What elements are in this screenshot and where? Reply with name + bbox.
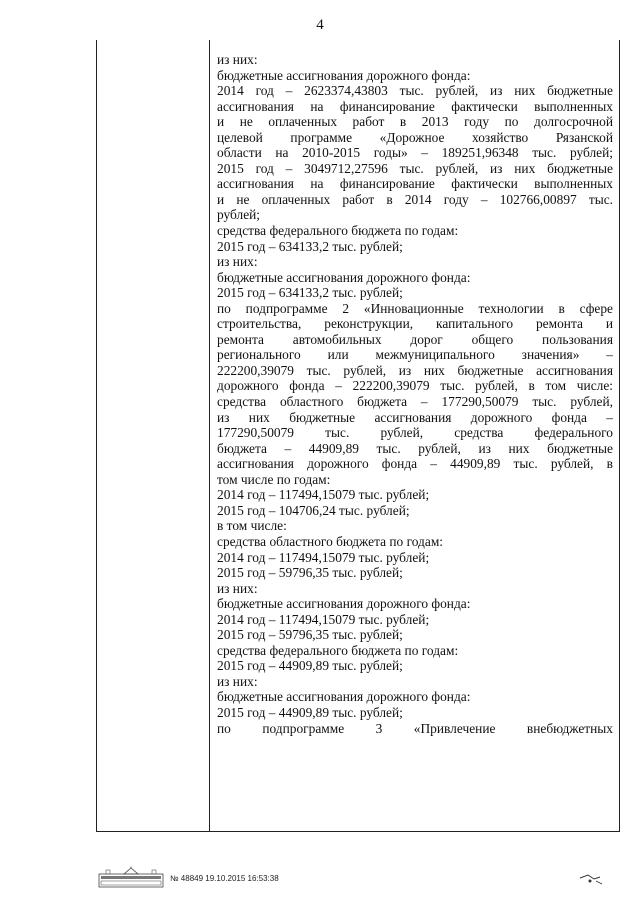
text-line: бюджетные ассигнования дорожного фонда:	[217, 596, 471, 612]
text-line: 2015 год – 44909,89 тыс. рублей;	[217, 704, 403, 720]
text-line: целевой программе «Дорожное хозяйство Рязанской	[217, 129, 613, 145]
text-line: по подпрограмме 3 «Привлечение внебюджетных	[217, 720, 613, 736]
text-line: том числе по годам:	[217, 471, 331, 487]
text-line: бюджетные ассигнования дорожного фонда:	[217, 269, 471, 285]
scan-mark-icon	[578, 872, 604, 886]
text-line: средства федерального бюджета по годам:	[217, 642, 459, 658]
text-line: ремонта автомобильных дорог общего пользования	[217, 331, 613, 347]
text-line: строительства, реконструкции, капитального ремонта и	[217, 316, 613, 332]
text-line: 2015 год – 104706,24 тыс. рублей;	[217, 502, 410, 518]
text-line: 2014 год – 2623374,43803 тыс. рублей, из них бюджетные	[217, 83, 613, 99]
text-line: 2014 год – 117494,15079 тыс. рублей;	[217, 611, 430, 627]
text-line: и не оплаченных работ в 2013 году по долгосрочной	[217, 114, 613, 130]
text-line: из них:	[217, 580, 258, 596]
registry-stamp-icon	[98, 866, 164, 888]
document-table	[96, 40, 620, 832]
text-line: 2015 год – 59796,35 тыс. рублей;	[217, 627, 403, 643]
text-line: ассигнования на финансирование фактически выполненных	[217, 176, 613, 192]
text-line: ассигнования на финансирование фактически выполненных	[217, 98, 613, 114]
text-line: 2015 год – 44909,89 тыс. рублей;	[217, 658, 403, 674]
text-line: из них:	[217, 254, 258, 270]
text-line: 177290,50079 тыс. рублей, средства федерального	[217, 425, 613, 441]
text-line: ассигнования дорожного фонда – 44909,89 тыс. рублей, в	[217, 456, 613, 472]
text-line: из них:	[217, 52, 258, 67]
text-line: регионального или межмуниципального значения» –	[217, 347, 613, 363]
text-line: 2015 год – 634133,2 тыс. рублей;	[217, 238, 403, 254]
text-line: рублей;	[217, 207, 261, 223]
text-line: бюджетные ассигнования дорожного фонда:	[217, 67, 471, 83]
text-line: бюджетные ассигнования дорожного фонда:	[217, 689, 471, 705]
text-line: дорожного фонда – 222200,39079 тыс. рублей, в том числе:	[217, 378, 613, 394]
table-column-divider	[209, 40, 210, 831]
text-line: области на 2010-2015 годы» – 189251,96348 тыс. рублей;	[217, 145, 613, 161]
text-line: средства федерального бюджета по годам:	[217, 223, 459, 239]
text-line: средства областного бюджета по годам:	[217, 533, 444, 549]
text-line: из них:	[217, 673, 258, 689]
text-line: и не оплаченных работ в 2014 году – 102766,00897 тыс.	[217, 191, 613, 207]
text-line: из них бюджетные ассигнования дорожного фонда –	[217, 409, 613, 425]
text-line: 2015 год – 59796,35 тыс. рублей;	[217, 565, 403, 581]
text-line: 2015 год – 3049712,27596 тыс. рублей, из них бюджетные	[217, 160, 613, 176]
text-line: 2015 год – 634133,2 тыс. рублей;	[217, 285, 403, 301]
text-line: в том числе:	[217, 518, 287, 534]
registry-number-text: № 48849 19.10.2015 16:53:38	[170, 874, 279, 883]
text-line: по подпрограмме 2 «Инновационные технологии в сфере	[217, 300, 613, 316]
table-text-cell	[217, 52, 613, 736]
text-line: 222200,39079 тыс. рублей, из них бюджетные ассигнования	[217, 362, 613, 378]
text-line: средства областного бюджета – 177290,50079 тыс. рублей,	[217, 394, 613, 410]
text-line: бюджета – 44909,89 тыс. рублей, из них бюджетные	[217, 440, 613, 456]
text-line: 2014 год – 117494,15079 тыс. рублей;	[217, 549, 430, 565]
text-line: 2014 год – 117494,15079 тыс. рублей;	[217, 487, 430, 503]
page-number: 4	[316, 17, 324, 33]
